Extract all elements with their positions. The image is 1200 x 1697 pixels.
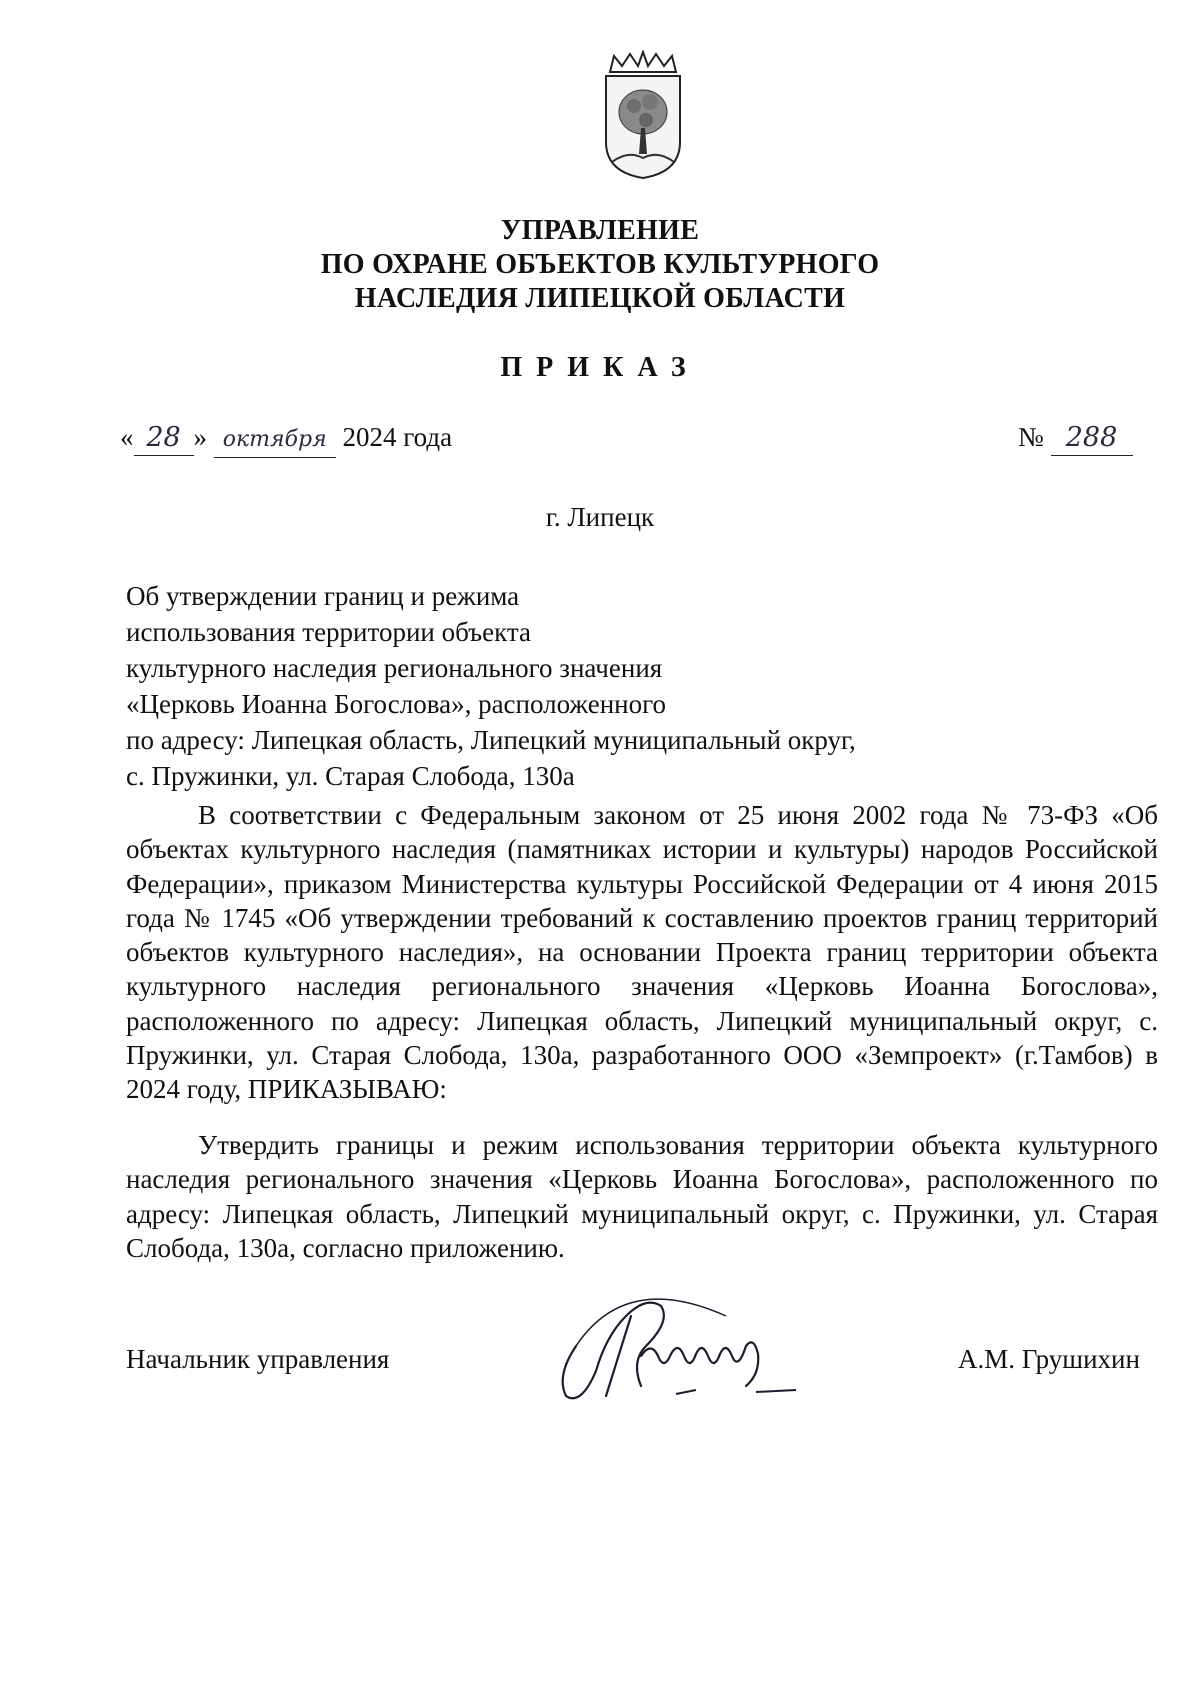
- order-title: ПРИКАЗ: [500, 352, 700, 383]
- number-value: 288: [1051, 421, 1133, 456]
- subject-line: культурного наследия регионального значения: [126, 653, 663, 683]
- date-close-quote: »: [193, 422, 207, 452]
- signatory-title: Начальник управления: [126, 1344, 390, 1374]
- header-line-3: НАСЛЕДИЯ ЛИПЕЦКОЙ ОБЛАСТИ: [354, 283, 846, 314]
- signatory-name: А.М. Грушихин: [958, 1344, 1140, 1374]
- city: г. Липецк: [545, 502, 655, 532]
- header-line-1: УПРАВЛЕНИЕ: [500, 215, 700, 246]
- order-date: [120, 420, 452, 458]
- order-subject: [126, 578, 856, 794]
- preamble-paragraph: В соответствии с Федеральным законом от 25 июня 2002 года № 73-ФЗ «Об объектах культурного наследия (памятниках истории и культуры) народов Российской Федерации», приказом Министерства культуры Российской Федерации от 4 июня 2015 года № 1745 «Об утверждении требований к составлению проектов границ территорий объектов культурного наследия», на основании Проекта границ территории объекта культурного наследия регионального значения «Церковь Иоанна Богослова», расположенного по адресу: Липецкая область, Липецкий муниципальный округ, с. Пружинки, ул. Старая Слобода, 130а, разработанного ООО «Земпроект» (г.Тамбов) в 2024 году, ПРИКАЗЫВАЮ:: [126, 800, 1158, 1105]
- organization-header: [0, 214, 1200, 316]
- date-month: октября: [214, 423, 336, 458]
- date-year: 2024 года: [342, 422, 453, 452]
- date-open-quote: «: [120, 422, 134, 452]
- coat-of-arms-emblem: [598, 50, 688, 180]
- subject-line: по адресу: Липецкая область, Липецкий муниципальный округ,: [126, 725, 856, 755]
- subject-line: использования территории объекта: [126, 617, 531, 647]
- subject-line: Об утверждении границ и режима: [126, 581, 520, 611]
- order-number: [1018, 420, 1133, 456]
- header-line-2: ПО ОХРАНЕ ОБЪЕКТОВ КУЛЬТУРНОГО: [320, 249, 880, 280]
- subject-line: с. Пружинки, ул. Старая Слобода, 130а: [126, 761, 575, 791]
- handwritten-signature: [536, 1276, 836, 1436]
- order-paragraph: Утвердить границы и режим использования территории объекта культурного наследия регионального значения «Церковь Иоанна Богослова», расположенного по адресу: Липецкая область, Липецкий муниципальный округ, с. Пружинки, ул. Старая Слобода, 130а, согласно приложению.: [126, 1130, 1158, 1263]
- subject-line: «Церковь Иоанна Богослова», расположенного: [126, 689, 667, 719]
- date-day: 28: [134, 421, 194, 456]
- number-label: №: [1018, 422, 1044, 452]
